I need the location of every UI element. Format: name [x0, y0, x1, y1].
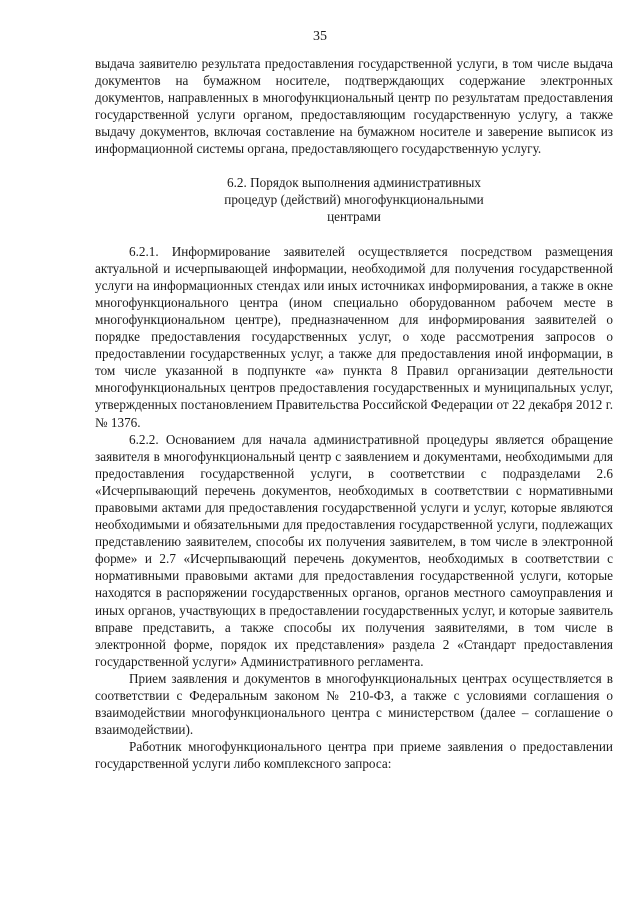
paragraph-reception: Прием заявления и документов в многофункциональных центрах осуществляется в соответствии с Федеральным законом № 210-ФЗ, а также с условиями соглашения о взаимодействии многофункционального центра с министерством (далее – соглашение о взаимодействии).	[95, 670, 613, 738]
document-body	[95, 55, 613, 772]
paragraph-6-2-2: 6.2.2. Основанием для начала административной процедуры является обращение заявителя в многофункциональный центр с заявлением и документами, необходимыми для предоставления государственной услуги, в соответствии с подразделами 2.6 «Исчерпывающий перечень документов, необходимых в соответствии с нормативными правовыми актами для предоставления государственной услуги и услуг, которые являются необходимыми и обязательными для предоставления государственной услуги, подлежащих представлению заявителем, способы их получения заявителем, в том числе в электронной форме» и 2.7 «Исчерпывающий перечень документов, необходимых в соответствии с нормативными правовыми актами для предоставления государственной услуги, которые находятся в распоряжении государственных органов, органов местного самоуправления и иных органов, участвующих в предоставлении государственных услуг, и которые заявитель вправе представить, а также способы их получения заявителями, в том числе в электронной форме, порядок их представления» раздела 2 «Стандарт предоставления государственной услуги» Административного регламента.	[95, 431, 613, 669]
page-number: 35	[313, 29, 327, 44]
section-heading	[95, 174, 613, 225]
paragraph-6-2-1: 6.2.1. Информирование заявителей осуществляется посредством размещения актуальной и исчерпывающей информации, необходимой для получения государственной услуги на информационных стендах или иных источниках информирования, а также в окне многофункционального центра (ином специально оборудованном рабочем месте в многофункциональном центре), предназначенном для информирования заявителей о порядке предоставления государственных услуг, о ходе рассмотрения запросов о предоставлении государственных услуг, а также для предоставления иной информации, в том числе указанной в подпункте «а» пункта 8 Правил организации деятельности многофункциональных центров предоставления государственных и муниципальных услуг, утвержденных постановлением Правительства Российской Федерации от 22 декабря 2012 г. № 1376.	[95, 243, 613, 430]
paragraph-worker: Работник многофункционального центра при приеме заявления о предоставлении государственной услуги либо комплексного запроса:	[95, 739, 613, 772]
paragraph-continuation: выдача заявителю результата предоставления государственной услуги, в том числе выдача документов на бумажном носителе, подтверждающих содержание электронных документов, направленных в многофункциональный центр по результатам предоставления государственной услуги органом, предоставляющим государственную услугу, а также выдачу документов, включая составление на бумажном носителе и заверение выписок из информационной системы органа, предоставляющего государственную услугу.	[95, 56, 613, 157]
section-heading-text: 6.2. Порядок выполнения административных процедур (действий) многофункциональными центрами	[224, 174, 484, 224]
